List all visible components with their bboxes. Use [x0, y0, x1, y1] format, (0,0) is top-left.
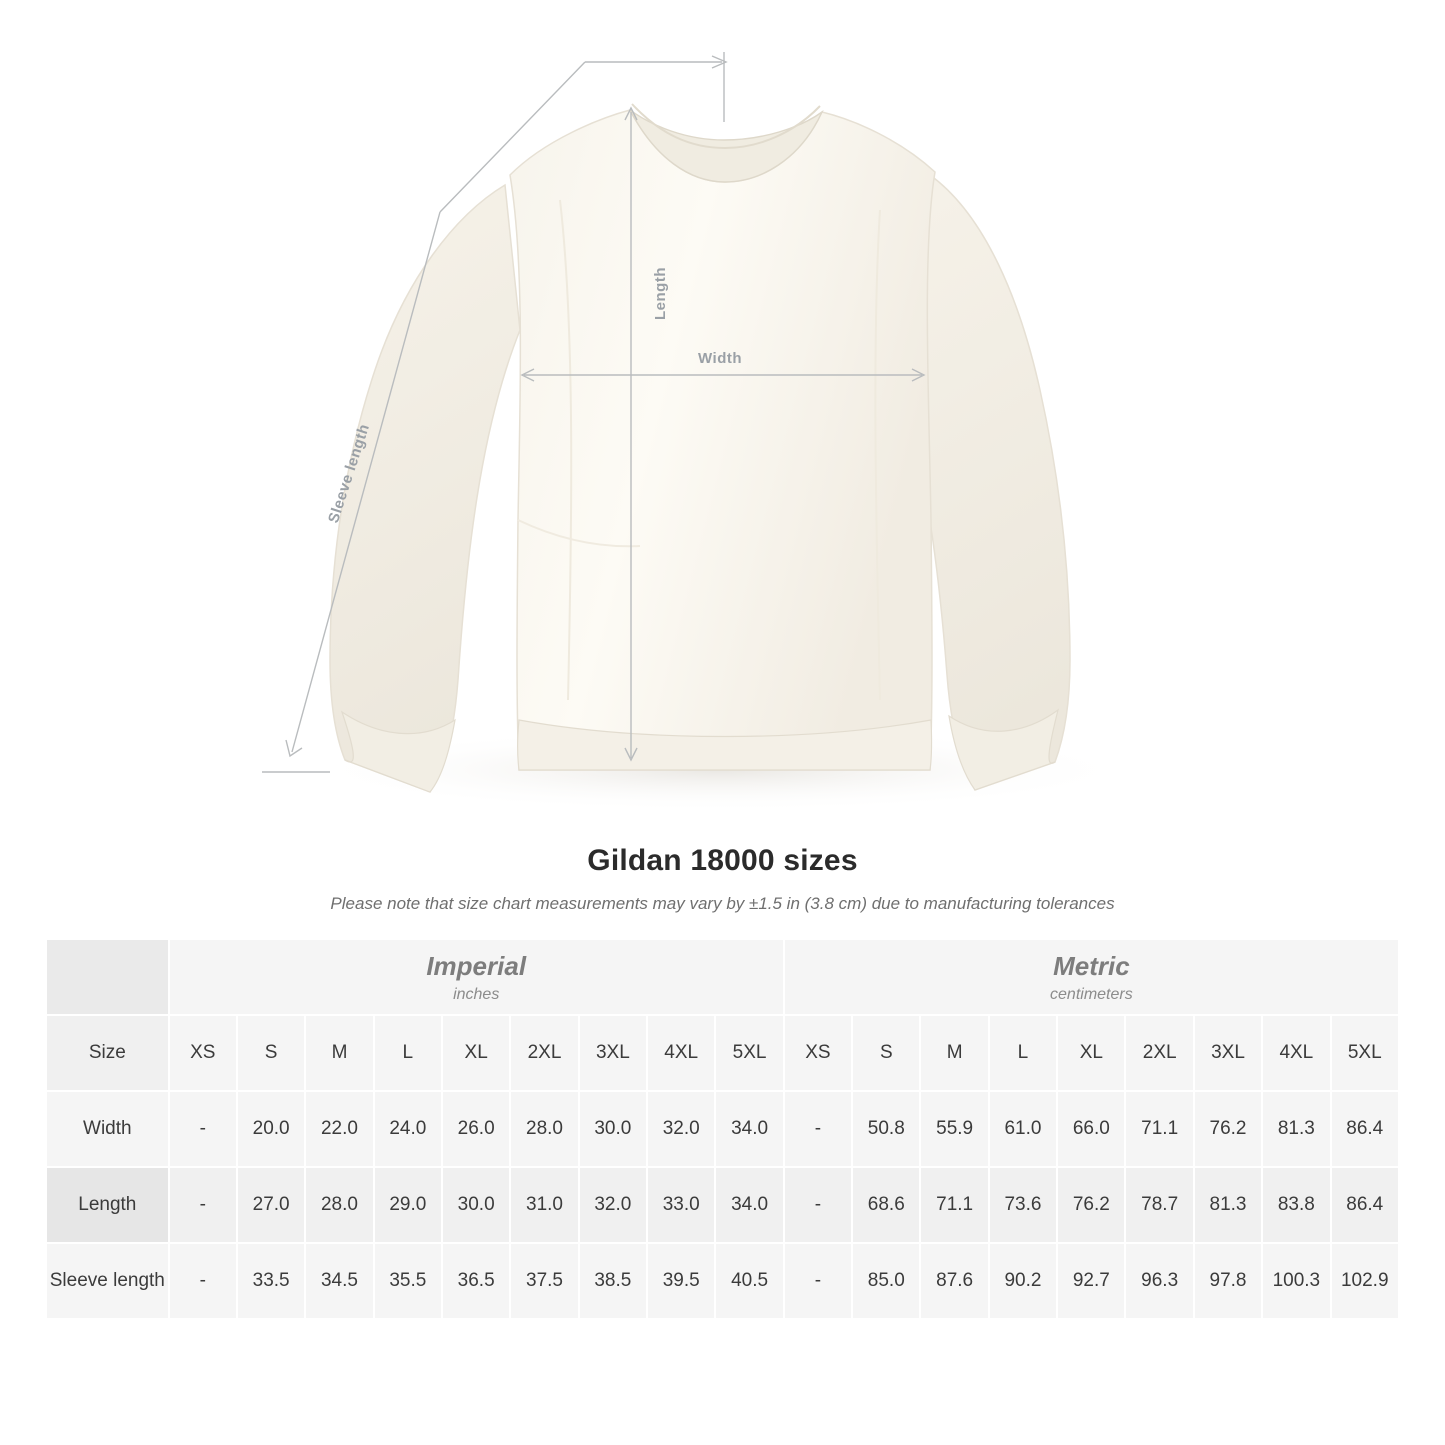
size-header-metric-s: S — [852, 1015, 920, 1091]
size-header-imperial-xs: XS — [169, 1015, 237, 1091]
cell-metric: - — [784, 1243, 852, 1319]
cell-metric: 102.9 — [1331, 1243, 1399, 1319]
cell-metric: 71.1 — [1125, 1091, 1193, 1167]
cell-metric: 50.8 — [852, 1091, 920, 1167]
row-label: Length — [46, 1167, 169, 1243]
cell-imperial: 34.5 — [305, 1243, 373, 1319]
cell-metric: 92.7 — [1057, 1243, 1125, 1319]
cell-imperial: 29.0 — [374, 1167, 442, 1243]
length-label: Length — [652, 267, 669, 320]
size-header-imperial-xl: XL — [442, 1015, 510, 1091]
cell-imperial: 40.5 — [715, 1243, 783, 1319]
size-header-imperial-2xl: 2XL — [510, 1015, 578, 1091]
size-header-metric-xs: XS — [784, 1015, 852, 1091]
size-header-metric-3xl: 3XL — [1194, 1015, 1262, 1091]
cell-metric: 97.8 — [1194, 1243, 1262, 1319]
size-table — [45, 938, 1400, 1320]
cell-imperial: 27.0 — [237, 1167, 305, 1243]
cell-metric: 96.3 — [1125, 1243, 1193, 1319]
size-header-imperial-3xl: 3XL — [579, 1015, 647, 1091]
cell-imperial: 26.0 — [442, 1091, 510, 1167]
cell-imperial: 33.5 — [237, 1243, 305, 1319]
size-header-imperial-l: L — [374, 1015, 442, 1091]
cell-metric: 68.6 — [852, 1167, 920, 1243]
cell-metric: 83.8 — [1262, 1167, 1330, 1243]
cell-imperial: 32.0 — [579, 1167, 647, 1243]
cell-metric: 81.3 — [1262, 1091, 1330, 1167]
size-header-imperial-s: S — [237, 1015, 305, 1091]
cell-imperial: 32.0 — [647, 1091, 715, 1167]
cell-imperial: 30.0 — [579, 1091, 647, 1167]
cell-imperial: 39.5 — [647, 1243, 715, 1319]
unit-subtitle: inches — [453, 986, 500, 1004]
cell-imperial: 38.5 — [579, 1243, 647, 1319]
cell-imperial: - — [169, 1167, 237, 1243]
cell-metric: 100.3 — [1262, 1243, 1330, 1319]
size-header-metric-5xl: 5XL — [1331, 1015, 1399, 1091]
size-header-metric-xl: XL — [1057, 1015, 1125, 1091]
size-header-metric-4xl: 4XL — [1262, 1015, 1330, 1091]
cell-metric: - — [784, 1091, 852, 1167]
cell-metric: 76.2 — [1057, 1167, 1125, 1243]
tolerance-note: Please note that size chart measurements may vary by ±1.5 in (3.8 cm) due to manufacturing tolerances — [330, 894, 1115, 913]
size-header-metric-2xl: 2XL — [1125, 1015, 1193, 1091]
size-table-container — [45, 938, 1400, 1320]
row-label: Width — [46, 1091, 169, 1167]
sleeve-length-label: Sleeve length — [325, 421, 374, 526]
cell-imperial: 34.0 — [715, 1091, 783, 1167]
cell-imperial: 28.0 — [510, 1091, 578, 1167]
cell-imperial: 36.5 — [442, 1243, 510, 1319]
cell-metric: - — [784, 1167, 852, 1243]
cell-imperial: 22.0 — [305, 1091, 373, 1167]
unit-header-row — [46, 939, 1399, 1015]
size-header-metric-l: L — [989, 1015, 1057, 1091]
cell-metric: 90.2 — [989, 1243, 1057, 1319]
size-header-imperial-5xl: 5XL — [715, 1015, 783, 1091]
cell-metric: 73.6 — [989, 1167, 1057, 1243]
cell-metric: 61.0 — [989, 1091, 1057, 1167]
cell-imperial: 30.0 — [442, 1167, 510, 1243]
size-header-metric-m: M — [920, 1015, 988, 1091]
width-label: Width — [698, 350, 743, 367]
cell-imperial: - — [169, 1091, 237, 1167]
title-block — [0, 844, 1445, 914]
size-header-imperial-4xl: 4XL — [647, 1015, 715, 1091]
cell-metric: 71.1 — [920, 1167, 988, 1243]
row-label: Sleeve length — [46, 1243, 169, 1319]
cell-imperial: 24.0 — [374, 1091, 442, 1167]
unit-subtitle: centimeters — [1050, 986, 1133, 1004]
unit-name: Imperial — [426, 950, 527, 981]
cell-metric: 55.9 — [920, 1091, 988, 1167]
table-row — [46, 1167, 1399, 1243]
cell-metric: 86.4 — [1331, 1167, 1399, 1243]
unit-header-spacer — [46, 939, 169, 1015]
cell-metric: 66.0 — [1057, 1091, 1125, 1167]
unit-name: Metric — [1053, 950, 1130, 981]
cell-imperial: - — [169, 1243, 237, 1319]
unit-header-imperial — [169, 939, 784, 1015]
cell-imperial: 31.0 — [510, 1167, 578, 1243]
cell-metric: 87.6 — [920, 1243, 988, 1319]
cell-imperial: 35.5 — [374, 1243, 442, 1319]
cell-imperial: 33.0 — [647, 1167, 715, 1243]
cell-imperial: 28.0 — [305, 1167, 373, 1243]
unit-header-metric — [784, 939, 1399, 1015]
size-header-row — [46, 1015, 1399, 1091]
cell-metric: 85.0 — [852, 1243, 920, 1319]
cell-metric: 86.4 — [1331, 1091, 1399, 1167]
cell-metric: 81.3 — [1194, 1167, 1262, 1243]
table-row — [46, 1091, 1399, 1167]
page-title: Gildan 18000 sizes — [587, 844, 858, 877]
cell-imperial: 20.0 — [237, 1091, 305, 1167]
size-header-imperial-m: M — [305, 1015, 373, 1091]
cell-imperial: 37.5 — [510, 1243, 578, 1319]
size-header-cell: Size — [46, 1015, 169, 1091]
table-row — [46, 1243, 1399, 1319]
cell-metric: 78.7 — [1125, 1167, 1193, 1243]
cell-imperial: 34.0 — [715, 1167, 783, 1243]
cell-metric: 76.2 — [1194, 1091, 1262, 1167]
